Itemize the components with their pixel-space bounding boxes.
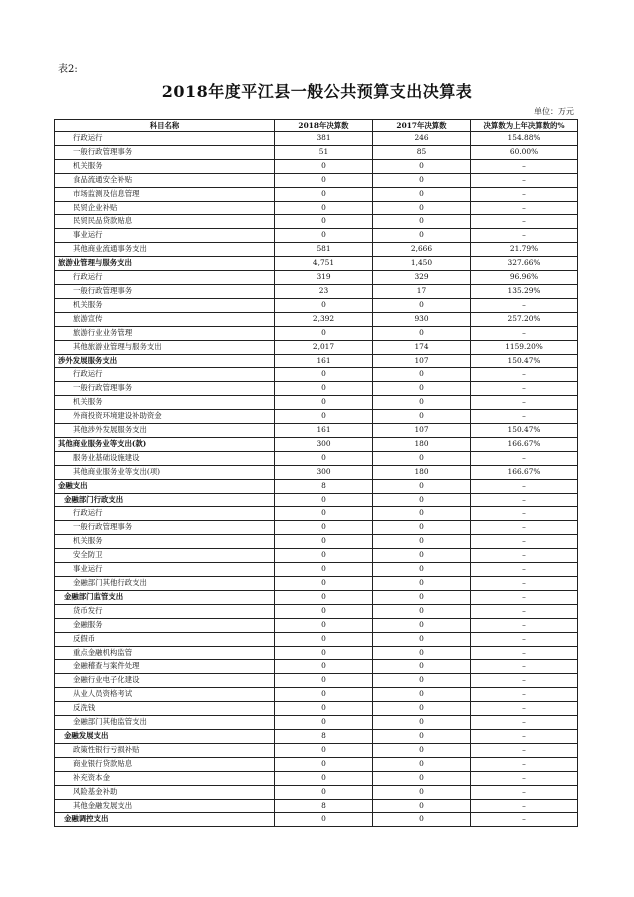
value-2018-cell: 300	[275, 437, 373, 451]
value-2018-cell: 300	[275, 465, 373, 479]
ratio-percent-cell: –	[471, 507, 578, 521]
table-row	[55, 396, 578, 410]
subject-name-cell: 行政运行	[55, 271, 275, 285]
ratio-percent-cell: –	[471, 410, 578, 424]
value-2017-cell: 0	[373, 604, 471, 618]
ratio-percent-cell: 21.79%	[471, 243, 578, 257]
value-2018-cell: 0	[275, 493, 373, 507]
ratio-percent-cell: –	[471, 646, 578, 660]
ratio-percent-cell: –	[471, 368, 578, 382]
value-2018-cell: 0	[275, 813, 373, 827]
subject-name-cell: 反假币	[55, 632, 275, 646]
table-row	[55, 479, 578, 493]
subject-name-cell: 其他旅游业管理与服务支出	[55, 340, 275, 354]
ratio-percent-cell: 96.96%	[471, 271, 578, 285]
subject-name-cell: 服务业基础设施建设	[55, 451, 275, 465]
value-2018-cell: 0	[275, 326, 373, 340]
value-2018-cell: 0	[275, 702, 373, 716]
table-row	[55, 618, 578, 632]
subject-name-cell: 外商投资环境建设补助资金	[55, 410, 275, 424]
subject-name-cell: 事业运行	[55, 229, 275, 243]
value-2017-cell: 17	[373, 284, 471, 298]
table-row	[55, 312, 578, 326]
table-row	[55, 549, 578, 563]
value-2018-cell: 0	[275, 660, 373, 674]
value-2018-cell: 319	[275, 271, 373, 285]
subject-name-cell: 行政运行	[55, 132, 275, 146]
value-2018-cell: 0	[275, 743, 373, 757]
subject-name-cell: 事业运行	[55, 563, 275, 577]
header-2018-actual: 2018年决算数	[275, 120, 373, 132]
value-2017-cell: 0	[373, 646, 471, 660]
ratio-percent-cell: 135.29%	[471, 284, 578, 298]
ratio-percent-cell: –	[471, 604, 578, 618]
value-2017-cell: 0	[373, 215, 471, 229]
table-row	[55, 729, 578, 743]
value-2017-cell: 0	[373, 229, 471, 243]
subject-name-cell: 一般行政管理事务	[55, 284, 275, 298]
table-row	[55, 354, 578, 368]
table-row	[55, 451, 578, 465]
value-2018-cell: 0	[275, 618, 373, 632]
table-row	[55, 382, 578, 396]
subject-name-cell: 市场监测及信息管理	[55, 187, 275, 201]
table-row	[55, 590, 578, 604]
value-2018-cell: 0	[275, 757, 373, 771]
value-2017-cell: 0	[373, 757, 471, 771]
value-2017-cell: 329	[373, 271, 471, 285]
table-row	[55, 521, 578, 535]
value-2017-cell: 180	[373, 465, 471, 479]
table-row	[55, 799, 578, 813]
value-2017-cell: 0	[373, 743, 471, 757]
ratio-percent-cell: –	[471, 674, 578, 688]
ratio-percent-cell: –	[471, 535, 578, 549]
value-2017-cell: 0	[373, 382, 471, 396]
ratio-percent-cell: –	[471, 563, 578, 577]
subject-name-cell: 反洗钱	[55, 702, 275, 716]
value-2018-cell: 0	[275, 604, 373, 618]
ratio-percent-cell: –	[471, 173, 578, 187]
subject-name-cell: 金融稽查与案件处理	[55, 660, 275, 674]
subject-name-cell: 民贸企业补贴	[55, 201, 275, 215]
ratio-percent-cell: –	[471, 577, 578, 591]
subject-name-cell: 行政运行	[55, 368, 275, 382]
ratio-percent-cell: –	[471, 757, 578, 771]
value-2017-cell: 0	[373, 716, 471, 730]
page-title: 2018年度平江县一般公共预算支出决算表	[161, 82, 473, 101]
table-number-label: 表2:	[58, 64, 78, 75]
subject-name-cell: 金融部门监管支出	[55, 590, 275, 604]
value-2017-cell: 0	[373, 549, 471, 563]
value-2017-cell: 0	[373, 660, 471, 674]
header-2017-actual: 2017年决算数	[373, 120, 471, 132]
table-row	[55, 201, 578, 215]
table-row	[55, 535, 578, 549]
table-row	[55, 284, 578, 298]
value-2017-cell: 0	[373, 771, 471, 785]
subject-name-cell: 其他商业服务业等支出(款)	[55, 437, 275, 451]
value-2018-cell: 0	[275, 410, 373, 424]
table-row	[55, 340, 578, 354]
value-2017-cell: 246	[373, 132, 471, 146]
ratio-percent-cell: –	[471, 326, 578, 340]
ratio-percent-cell: –	[471, 479, 578, 493]
subject-name-cell: 机关服务	[55, 159, 275, 173]
value-2017-cell: 0	[373, 632, 471, 646]
table-row	[55, 632, 578, 646]
table-row	[55, 688, 578, 702]
ratio-percent-cell: 1159.20%	[471, 340, 578, 354]
value-2017-cell: 0	[373, 493, 471, 507]
value-2017-cell: 0	[373, 326, 471, 340]
table-row	[55, 229, 578, 243]
ratio-percent-cell: –	[471, 451, 578, 465]
subject-name-cell: 涉外发展服务支出	[55, 354, 275, 368]
subject-name-cell: 金融支出	[55, 479, 275, 493]
ratio-percent-cell: –	[471, 813, 578, 827]
value-2018-cell: 0	[275, 632, 373, 646]
value-2017-cell: 0	[373, 563, 471, 577]
subject-name-cell: 补充资本金	[55, 771, 275, 785]
table-row	[55, 132, 578, 146]
value-2017-cell: 107	[373, 354, 471, 368]
subject-name-cell: 其他金融发展支出	[55, 799, 275, 813]
subject-name-cell: 金融调控支出	[55, 813, 275, 827]
ratio-percent-cell: –	[471, 688, 578, 702]
ratio-percent-cell: –	[471, 229, 578, 243]
value-2018-cell: 0	[275, 298, 373, 312]
subject-name-cell: 机关服务	[55, 535, 275, 549]
value-2017-cell: 0	[373, 187, 471, 201]
budget-table	[54, 119, 578, 827]
value-2018-cell: 0	[275, 382, 373, 396]
ratio-percent-cell: –	[471, 549, 578, 563]
table-row	[55, 173, 578, 187]
value-2017-cell: 174	[373, 340, 471, 354]
table-row	[55, 702, 578, 716]
value-2017-cell: 0	[373, 702, 471, 716]
ratio-percent-cell: 166.67%	[471, 465, 578, 479]
value-2017-cell: 0	[373, 785, 471, 799]
ratio-percent-cell: 150.47%	[471, 354, 578, 368]
value-2017-cell: 0	[373, 618, 471, 632]
table-row	[55, 577, 578, 591]
subject-name-cell: 风险基金补助	[55, 785, 275, 799]
subject-name-cell: 一般行政管理事务	[55, 145, 275, 159]
value-2018-cell: 8	[275, 799, 373, 813]
value-2017-cell: 85	[373, 145, 471, 159]
value-2018-cell: 0	[275, 215, 373, 229]
ratio-percent-cell: –	[471, 618, 578, 632]
subject-name-cell: 安全防卫	[55, 549, 275, 563]
value-2017-cell: 0	[373, 451, 471, 465]
value-2017-cell: 0	[373, 813, 471, 827]
value-2018-cell: 0	[275, 507, 373, 521]
table-row	[55, 563, 578, 577]
value-2017-cell: 180	[373, 437, 471, 451]
header-ratio-percent: 决算数为上年决算数的%	[471, 120, 578, 132]
value-2018-cell: 0	[275, 716, 373, 730]
subject-name-cell: 货币发行	[55, 604, 275, 618]
value-2018-cell: 0	[275, 577, 373, 591]
value-2018-cell: 0	[275, 535, 373, 549]
ratio-percent-cell: –	[471, 396, 578, 410]
value-2017-cell: 0	[373, 535, 471, 549]
table-row	[55, 437, 578, 451]
table-row	[55, 660, 578, 674]
value-2017-cell: 0	[373, 799, 471, 813]
ratio-percent-cell: –	[471, 201, 578, 215]
subject-name-cell: 金融服务	[55, 618, 275, 632]
ratio-percent-cell: –	[471, 215, 578, 229]
value-2018-cell: 0	[275, 549, 373, 563]
ratio-percent-cell: –	[471, 159, 578, 173]
table-row	[55, 145, 578, 159]
value-2018-cell: 2,017	[275, 340, 373, 354]
table-row	[55, 743, 578, 757]
value-2018-cell: 0	[275, 201, 373, 215]
value-2018-cell: 8	[275, 479, 373, 493]
subject-name-cell: 食品流通安全补贴	[55, 173, 275, 187]
header-subject-name: 科目名称	[55, 120, 275, 132]
subject-name-cell: 其他商业服务业等支出(项)	[55, 465, 275, 479]
subject-name-cell: 一般行政管理事务	[55, 521, 275, 535]
value-2017-cell: 0	[373, 590, 471, 604]
value-2017-cell: 0	[373, 368, 471, 382]
table-row	[55, 257, 578, 271]
subject-name-cell: 旅游业管理与服务支出	[55, 257, 275, 271]
table-row	[55, 465, 578, 479]
table-row	[55, 785, 578, 799]
ratio-percent-cell: 327.66%	[471, 257, 578, 271]
value-2018-cell: 0	[275, 563, 373, 577]
ratio-percent-cell: –	[471, 716, 578, 730]
table-row	[55, 646, 578, 660]
ratio-percent-cell: 154.88%	[471, 132, 578, 146]
value-2018-cell: 0	[275, 159, 373, 173]
ratio-percent-cell: –	[471, 702, 578, 716]
ratio-percent-cell: –	[471, 743, 578, 757]
subject-name-cell: 金融部门其他行政支出	[55, 577, 275, 591]
table-body	[55, 132, 578, 827]
ratio-percent-cell: –	[471, 785, 578, 799]
table-row	[55, 215, 578, 229]
ratio-percent-cell: –	[471, 187, 578, 201]
value-2018-cell: 4,751	[275, 257, 373, 271]
subject-name-cell: 一般行政管理事务	[55, 382, 275, 396]
value-2017-cell: 0	[373, 521, 471, 535]
value-2018-cell: 0	[275, 368, 373, 382]
value-2017-cell: 930	[373, 312, 471, 326]
value-2017-cell: 0	[373, 159, 471, 173]
subject-name-cell: 其他涉外发展服务支出	[55, 424, 275, 438]
table-row	[55, 507, 578, 521]
table-row	[55, 604, 578, 618]
subject-name-cell: 旅游宣传	[55, 312, 275, 326]
subject-name-cell: 机关服务	[55, 396, 275, 410]
subject-name-cell: 商业银行贷款贴息	[55, 757, 275, 771]
value-2017-cell: 0	[373, 688, 471, 702]
ratio-percent-cell: –	[471, 799, 578, 813]
value-2018-cell: 0	[275, 590, 373, 604]
value-2017-cell: 0	[373, 479, 471, 493]
value-2018-cell: 0	[275, 173, 373, 187]
subject-name-cell: 从业人员资格考试	[55, 688, 275, 702]
value-2017-cell: 0	[373, 577, 471, 591]
value-2018-cell: 23	[275, 284, 373, 298]
table-row	[55, 271, 578, 285]
subject-name-cell: 民贸民品贷款贴息	[55, 215, 275, 229]
value-2018-cell: 0	[275, 396, 373, 410]
unit-label: 单位：万元	[534, 107, 574, 116]
value-2018-cell: 0	[275, 187, 373, 201]
subject-name-cell: 金融行业电子化建设	[55, 674, 275, 688]
value-2018-cell: 0	[275, 785, 373, 799]
table-row	[55, 410, 578, 424]
subject-name-cell: 金融部门其他监管支出	[55, 716, 275, 730]
subject-name-cell: 金融发展支出	[55, 729, 275, 743]
value-2018-cell: 0	[275, 688, 373, 702]
value-2017-cell: 0	[373, 201, 471, 215]
value-2017-cell: 0	[373, 396, 471, 410]
subject-name-cell: 行政运行	[55, 507, 275, 521]
table-row	[55, 674, 578, 688]
table-row	[55, 326, 578, 340]
table-row	[55, 757, 578, 771]
value-2018-cell: 0	[275, 674, 373, 688]
ratio-percent-cell: –	[471, 493, 578, 507]
value-2018-cell: 381	[275, 132, 373, 146]
value-2018-cell: 51	[275, 145, 373, 159]
value-2018-cell: 0	[275, 229, 373, 243]
value-2017-cell: 0	[373, 729, 471, 743]
ratio-percent-cell: –	[471, 729, 578, 743]
value-2018-cell: 0	[275, 521, 373, 535]
ratio-percent-cell: 60.00%	[471, 145, 578, 159]
value-2017-cell: 2,666	[373, 243, 471, 257]
value-2017-cell: 0	[373, 298, 471, 312]
value-2017-cell: 107	[373, 424, 471, 438]
value-2017-cell: 0	[373, 674, 471, 688]
ratio-percent-cell: –	[471, 771, 578, 785]
ratio-percent-cell: –	[471, 632, 578, 646]
ratio-percent-cell: 166.67%	[471, 437, 578, 451]
value-2018-cell: 0	[275, 771, 373, 785]
ratio-percent-cell: –	[471, 590, 578, 604]
subject-name-cell: 机关服务	[55, 298, 275, 312]
table-row	[55, 159, 578, 173]
table-row	[55, 187, 578, 201]
ratio-percent-cell: –	[471, 521, 578, 535]
ratio-percent-cell: 150.47%	[471, 424, 578, 438]
subject-name-cell: 旅游行业业务管理	[55, 326, 275, 340]
subject-name-cell: 重点金融机构监管	[55, 646, 275, 660]
subject-name-cell: 金融部门行政支出	[55, 493, 275, 507]
table-row	[55, 298, 578, 312]
value-2017-cell: 0	[373, 410, 471, 424]
table-row	[55, 493, 578, 507]
value-2018-cell: 0	[275, 451, 373, 465]
value-2017-cell: 1,450	[373, 257, 471, 271]
table-row	[55, 813, 578, 827]
ratio-percent-cell: 257.20%	[471, 312, 578, 326]
value-2018-cell: 2,392	[275, 312, 373, 326]
value-2018-cell: 8	[275, 729, 373, 743]
subject-name-cell: 政策性银行亏损补贴	[55, 743, 275, 757]
ratio-percent-cell: –	[471, 298, 578, 312]
table-row	[55, 424, 578, 438]
value-2018-cell: 581	[275, 243, 373, 257]
table-row	[55, 368, 578, 382]
value-2017-cell: 0	[373, 507, 471, 521]
table-row	[55, 716, 578, 730]
ratio-percent-cell: –	[471, 660, 578, 674]
ratio-percent-cell: –	[471, 382, 578, 396]
table-header-row	[55, 120, 578, 132]
subject-name-cell: 其他商业流通事务支出	[55, 243, 275, 257]
value-2018-cell: 161	[275, 354, 373, 368]
table-row	[55, 771, 578, 785]
value-2018-cell: 0	[275, 646, 373, 660]
value-2018-cell: 161	[275, 424, 373, 438]
value-2017-cell: 0	[373, 173, 471, 187]
table-row	[55, 243, 578, 257]
